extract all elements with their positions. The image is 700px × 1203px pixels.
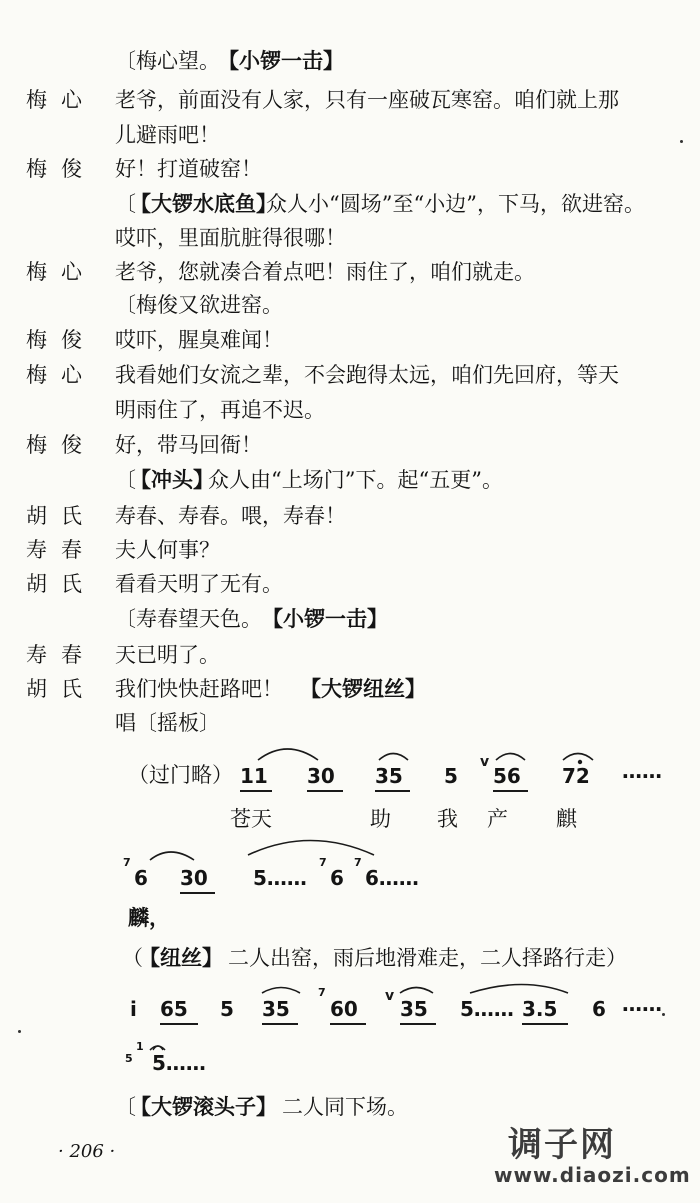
speaker: 胡氏 [26, 572, 96, 596]
stage-direction-open: 〔 [115, 468, 136, 492]
aria-label: 唱〔摇板〕 [115, 711, 220, 735]
grace-note: 1 [136, 1040, 144, 1053]
speaker: 寿春 [26, 643, 96, 667]
print-speck [18, 1030, 21, 1033]
slur [150, 852, 194, 860]
percussion-cue: 【纽丝】 [139, 946, 223, 970]
lyric: 产 [487, 807, 508, 831]
slur [258, 749, 318, 760]
percussion-cue: 【大锣水底鱼】 [130, 192, 277, 216]
slur [248, 841, 374, 856]
slur [563, 754, 593, 761]
note: 35 [400, 997, 428, 1021]
dialogue: 儿避雨吧！ [115, 123, 220, 147]
note: 5…… [152, 1051, 206, 1075]
note: 56 [493, 764, 521, 788]
note: 6…… [365, 866, 419, 890]
stage-direction: 二人出窑，雨后地滑难走，二人择路行走） [228, 946, 627, 970]
slur [400, 988, 433, 994]
note: 72 [562, 764, 590, 788]
breath-mark: v [385, 988, 395, 1004]
dialogue: 天已明了。 [115, 643, 220, 667]
stage-direction: 众人小“圆场”至“小边”，下马，欲进窑。 [266, 192, 645, 216]
page-number: · 206 · [58, 1141, 116, 1162]
note: 5…… [253, 866, 307, 890]
note: …… [622, 992, 662, 1016]
dialogue: 老爷，前面没有人家，只有一座破瓦寒窑。咱们就上那 [115, 88, 619, 112]
dialogue: 哎吓，里面肮脏得很哪！ [115, 226, 346, 250]
lyric: 苍天 [230, 807, 272, 831]
speaker: 寿春 [26, 538, 96, 562]
print-speck [680, 140, 683, 143]
dialogue: 哎吓，腥臭难闻！ [115, 328, 283, 352]
dialogue: 老爷，您就凑合着点吧！雨住了，咱们就走。 [115, 260, 535, 284]
dialogue: 寿春、寿春。喂，寿春！ [115, 504, 346, 528]
grace-note: 5 [125, 1052, 133, 1065]
speaker: 胡氏 [26, 677, 96, 701]
percussion-cue: 【小锣一击】 [218, 49, 344, 73]
grace-note: 7 [319, 856, 327, 869]
note: 3.5 [522, 997, 558, 1021]
dialogue: 好！打道破窑！ [115, 157, 262, 181]
dialogue: 我们快快赶路吧！ [115, 677, 283, 701]
dialogue: 我看她们女流之辈，不会跑得太远，咱们先回府，等天 [115, 363, 619, 387]
slur [262, 988, 300, 994]
note: 6 [592, 997, 606, 1021]
speaker: 梅心 [26, 88, 96, 112]
stage-direction-open: 〔 [115, 192, 136, 216]
grace-note: 7 [318, 986, 326, 999]
lyric: 麟， [128, 906, 170, 930]
note: 5…… [460, 997, 514, 1021]
note: i [130, 997, 137, 1021]
stage-direction: 〔寿春望天色。 [115, 607, 262, 631]
print-speck [662, 1013, 665, 1016]
watermark-cn: 调子网 [508, 1125, 616, 1165]
note: 30 [307, 764, 335, 788]
stage-direction: 〔梅心望。 [115, 49, 220, 73]
dialogue: 夫人何事？ [115, 538, 220, 562]
speaker: 胡氏 [26, 504, 96, 528]
percussion-cue: 【冲头】 [130, 468, 214, 492]
lyric: 我 [437, 807, 458, 831]
percussion-cue: 【小锣一击】 [262, 607, 388, 631]
dialogue: 明雨住了，再追不迟。 [115, 398, 325, 422]
note: 11 [240, 764, 268, 788]
note: 35 [375, 764, 403, 788]
speaker: 梅心 [26, 363, 96, 387]
note: …… [622, 759, 662, 783]
note: 5 [220, 997, 234, 1021]
lyric: 麒 [556, 807, 577, 831]
lyric: 助 [370, 807, 391, 831]
speaker: 梅俊 [26, 328, 96, 352]
dialogue: 看看天明了无有。 [115, 572, 283, 596]
speaker: 梅俊 [26, 157, 96, 181]
dialogue: 好，带马回衙！ [115, 433, 262, 457]
stage-direction: 二人同下场。 [282, 1095, 408, 1119]
slur [379, 754, 408, 761]
note: 65 [160, 997, 188, 1021]
grace-note: 7 [123, 856, 131, 869]
watermark-url: www.diaozi.com [494, 1163, 691, 1187]
note: 35 [262, 997, 290, 1021]
note: 6 [134, 866, 148, 890]
speaker: 梅心 [26, 260, 96, 284]
stage-direction: 众人由“上场门”下。起“五更”。 [208, 468, 503, 492]
slur [496, 754, 525, 761]
intro-label: （过门略） [128, 763, 233, 787]
stage-direction-open: （ [122, 946, 143, 970]
breath-mark: v [480, 754, 490, 770]
grace-note: 7 [354, 856, 362, 869]
stage-direction: 〔梅俊又欲进窑。 [115, 293, 283, 317]
percussion-cue: 【大锣滚头子】 [130, 1095, 277, 1119]
note: 6 [330, 866, 344, 890]
slur [470, 985, 568, 994]
note: 60 [330, 997, 358, 1021]
note: 30 [180, 866, 208, 890]
note: 5 [444, 764, 458, 788]
octave-dot [578, 760, 582, 764]
speaker: 梅俊 [26, 433, 96, 457]
stage-direction-open: 〔 [115, 1095, 136, 1119]
percussion-cue: 【大锣纽丝】 [300, 677, 426, 701]
